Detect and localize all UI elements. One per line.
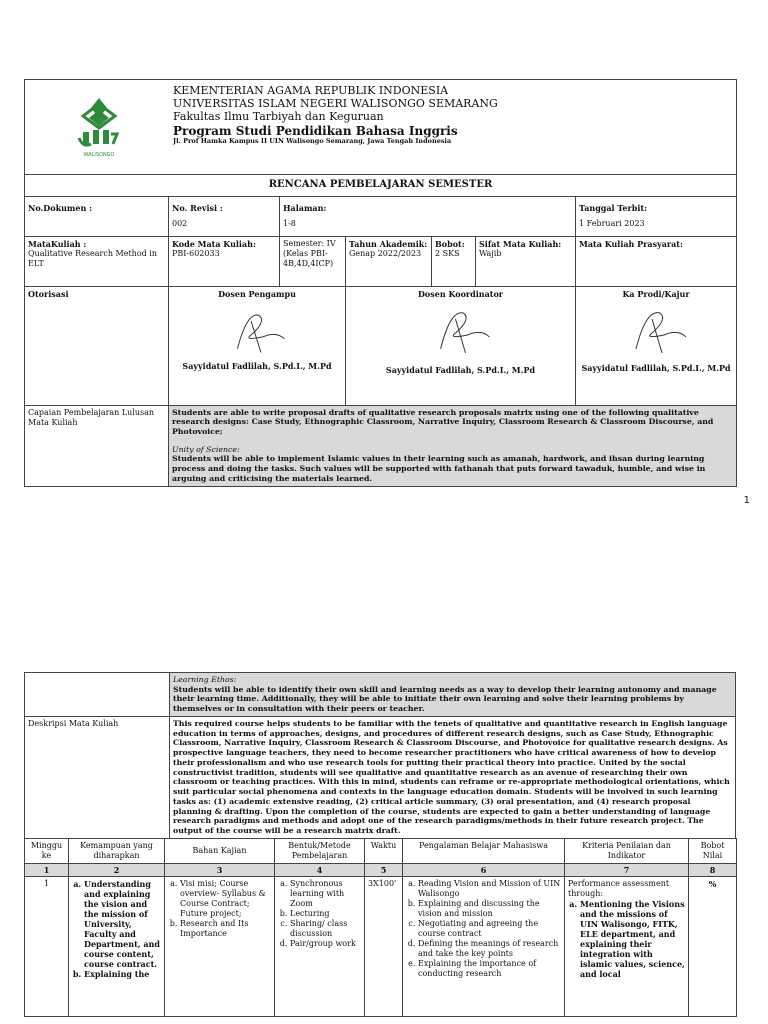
document-title: RENCANA PEMBELAJARAN SEMESTER — [25, 175, 737, 197]
col-minggu: Minggu ke — [25, 838, 69, 863]
university-name: UNIVERSITAS ISLAM NEGERI WALISONGO SEMARANG — [173, 97, 498, 111]
col-kemampuan: Kemampuan yang diharapkan — [69, 838, 165, 863]
prasyarat-cell: Mata Kuliah Prasyarat: — [576, 236, 737, 286]
cpl-content: Students are able to write proposal drafts of qualitative research proposals matrix using one of the following qualitative research designs: Case Study, Ethnographic Classroom, Narrative Inquiry, Classroom Research & Classroom Discourse, and Photovoice; Unity of Science: Students will be able to implement Islamic values in their learning such as amanah, hardwork, and ihsan during learning process and doing the tasks. Such values will be supported with fathanah that puts forward tawaduk, humble, and wise in arguing and criticising the materials learned. — [169, 405, 737, 486]
table-row: 1 a. Understanding and explaining the vision and the mission of University, Faculty and Department, and course content, course contract. b. Explaining the a. Visi misi; Course overview- Syllabus & Course Contract; Future project; b. Research and Its Importance a. Synchronous learning with Zoom b. Lecturing c. Sharing/ class discussion d. Pair/group work 3X100' a. Reading Vision and Mission of UIN Walisongo b. Explaining and discussing the vision and mission c. Negotiating and agreeing the course contract d. Defining the meanings of research and take the key points e. Explaining the importance of conducting research Performance assessment through: a. Mentioning the Visions and the missions of UIN Walisongo, FITK, ELE department, and explaining their integration with islamic values, science, and local % — [25, 876, 737, 1016]
tanggal-terbit-cell: Tanggal Terbit: 1 Februari 2023 — [576, 196, 737, 236]
semester-cell: Semester: IV (Kelas PBI-4B,4D,4ICP) — [280, 236, 346, 286]
page-number: 1 — [743, 495, 750, 506]
col-kriteria: Kriteria Penilaian dan Indikator — [565, 838, 689, 863]
university-logo — [25, 80, 173, 174]
svg-text:WALISONGO: WALISONGO — [83, 152, 115, 158]
kaprodi-cell: Ka Prodi/Kajur Sayyidatul Fadlilah, S.Pd.I., M.Pd — [576, 286, 737, 405]
page-2 — [24, 672, 736, 1017]
signature-2 — [346, 301, 575, 361]
no-dokumen-label: No.Dokumen : — [25, 196, 169, 236]
rps-description-table — [24, 672, 736, 839]
bobot-cell: Bobot: 2 SKS — [432, 236, 476, 286]
page-1 — [24, 79, 736, 487]
sifat-cell: Sifat Mata Kuliah: Wajib — [476, 236, 576, 286]
halaman-cell: Halaman: 1-8 — [280, 196, 576, 236]
dosen-pengampu-cell: Dosen Pengampu Sayyidatul Fadlilah, S.Pd.I., M.Pd — [169, 286, 346, 405]
col-waktu: Waktu — [365, 838, 403, 863]
weekly-plan-table: Minggu ke Kemampuan yang diharapkan Bahan Kajian Bentuk/Metode Pembelajaran Waktu Pengalaman Belajar Mahasiswa Kriteria Penilaian dan Indikator Bobot Nilai 1 2 3 4 5 6 7 8 1 a. Understanding and explaining the vision and the mission of University, Faculty and Department, and course content, course contract. b. Explaining the a. Visi misi; Course overview- Syllabus & Course Contract; Future project; b. Research and Its Importance a. Synchronous learning with Zoom b. Lecturing c. Sharing/ class discussion d. Pair/group work 3X100' a. Reading Vision and Mission of UIN Walisongo b. Explaining and discussing the vision and mission c. Negotiating and agreeing the course contract d. Defining the meanings of research and take the key points e. Explaining the importance of conducting research Performance assessment through: a. Mentioning the Visions and the missions of UIN Walisongo, FITK, ELE department, and explaining their integration with islamic values, science, and local % — [24, 838, 737, 1017]
otorisasi-label: Otorisasi — [25, 286, 169, 405]
kode-mk-cell: Kode Mata Kuliah: PBI-602033 — [169, 236, 280, 286]
faculty-name: Fakultas Ilmu Tarbiyah dan Keguruan — [173, 110, 384, 124]
deskripsi-text: This required course helps students to be familiar with the tenets of qualitative and quantitative research in English language education in terms of approaches, designs, and procedures of different research designs, such as Case Study, Ethnographic Classroom, Narrative Inquiry, Classroom Research & Classroom Discourse, and Photovoice for qualitative research designs. As prospective language teachers, they need to become researcher practitioners who have critical awareness of how to develop their professionalism and who use research tools for putting their practical theory into practice. United by the social constructivist tradition, students will see qualitative and quantitative research as an avenue of researching their own classroom or teaching practices. With this in mind, students can reframe or re-appropriate methodological orientations, which suit particular social phenomena and contexts in the language education domain. Students will be involved in such learning tasks as: (1) academic extensive reading, (2) critical article summary, (3) oral presentation, and (4) research proposal planning & drafting. Upon the completion of the course, students are expected to gain a better understanding of language research paradigms and methods and adopt one of the research paradigms/methods in their future research project. The output of the course will be a research matrix draft. — [170, 716, 736, 838]
cpl-label: Capaian Pembelajaran Lulusan Mata Kuliah — [25, 405, 169, 486]
address: Jl. Prof Hamka Kampus II UIN Walisongo Semarang, Jawa Tengah Indonesia — [173, 136, 452, 145]
no-revisi-cell: No. Revisi : 002 — [169, 196, 280, 236]
mata-kuliah-cell: MataKuliah : Qualitative Research Method in ELT — [25, 236, 169, 286]
learning-ethos: Learning Ethos: Students will be able to identify their own skill and learning needs as a way to develop their learning autonomy and manage their learning time. Additionally, they will be able to initiate their own learning and solve their learning problems by themselves or in consultation with their peers or teacher. — [170, 673, 736, 717]
walisongo-logo-icon — [69, 94, 129, 160]
signature-1 — [169, 301, 345, 361]
col-pengalaman: Pengalaman Belajar Mahasiswa — [403, 838, 565, 863]
rps-header-table — [24, 79, 737, 487]
institution-header — [173, 80, 498, 174]
deskripsi-label: Deskripsi Mata Kuliah — [25, 716, 170, 838]
ministry-name: KEMENTERIAN AGAMA REPUBLIK INDONESIA — [173, 84, 449, 97]
col-bahan: Bahan Kajian — [165, 838, 275, 863]
col-metode: Bentuk/Metode Pembelajaran — [275, 838, 365, 863]
dosen-koordinator-cell: Dosen Koordinator Sayyidatul Fadlilah, S.Pd.I., M.Pd — [346, 286, 576, 405]
program-name: Program Studi Pendidikan Bahasa Inggris — [173, 123, 458, 138]
tahun-akademik-cell: Tahun Akademik: Genap 2022/2023 — [346, 236, 432, 286]
col-bobot: Bobot Nilai — [689, 838, 737, 863]
signature-3 — [576, 301, 736, 361]
